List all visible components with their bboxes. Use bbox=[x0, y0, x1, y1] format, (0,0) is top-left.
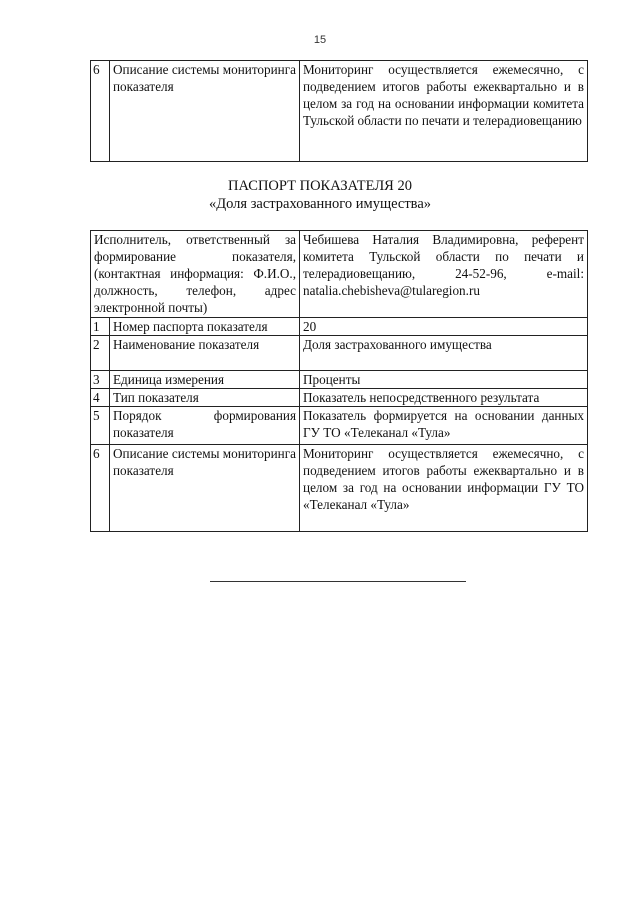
table-row-responsible bbox=[91, 231, 588, 318]
row-label: Тип показателя bbox=[110, 389, 300, 407]
row-label: Единица измерения bbox=[110, 371, 300, 389]
row-label: Описание системы мониторинга показателя bbox=[110, 445, 300, 532]
table-row bbox=[91, 371, 588, 389]
end-divider bbox=[210, 581, 466, 582]
row-value: Показатель непосредственного результата bbox=[300, 389, 588, 407]
row-value: 20 bbox=[300, 318, 588, 336]
row-value: Доля застрахованного имущества bbox=[300, 336, 588, 371]
row-label: Наименование показателя bbox=[110, 336, 300, 371]
row-value: Показатель формируется на основании данных ГУ ТО «Телеканал «Тула» bbox=[300, 407, 588, 445]
passport-subtitle: «Доля застрахованного имущества» bbox=[208, 196, 432, 212]
row-value: Мониторинг осуществляется ежемесячно, с подведением итогов работы ежеквартально и в целом за год на основании информации ГУ ТО «Телеканал «Тула» bbox=[300, 445, 588, 532]
row-label: Описание системы мониторинга показателя bbox=[110, 61, 300, 162]
table-row bbox=[91, 318, 588, 336]
row-value: Мониторинг осуществляется ежемесячно, с подведением итогов работы ежеквартально и в целом за год на основании информации комитета Тульской области по печати и телерадиовещанию bbox=[300, 61, 588, 162]
row-number: 1 bbox=[91, 318, 110, 336]
passport-heading bbox=[0, 177, 640, 213]
row-number: 5 bbox=[91, 407, 110, 445]
row-label: Порядок формирования показателя bbox=[110, 407, 300, 445]
row-number: 2 bbox=[91, 336, 110, 371]
previous-passport-table bbox=[90, 60, 588, 162]
row-number: 6 bbox=[91, 61, 110, 162]
row-value: Проценты bbox=[300, 371, 588, 389]
row-number: 4 bbox=[91, 389, 110, 407]
responsible-label: Исполнитель, ответственный за формирование показателя, (контактная информация: Ф.И.О., должность, телефон, адрес электронной почты) bbox=[91, 231, 300, 318]
row-number: 3 bbox=[91, 371, 110, 389]
passport-title: ПАСПОРТ ПОКАЗАТЕЛЯ 20 bbox=[228, 178, 412, 194]
table-row bbox=[91, 389, 588, 407]
table-row bbox=[91, 407, 588, 445]
table-row bbox=[91, 61, 588, 162]
passport-table bbox=[90, 230, 588, 532]
row-number: 6 bbox=[91, 445, 110, 532]
table-row bbox=[91, 445, 588, 532]
row-label: Номер паспорта показателя bbox=[110, 318, 300, 336]
responsible-value: Чебишева Наталия Владимировна, референт комитета Тульской области по печати и телерадиовещанию, 24-52-96, e-mail: natalia.chebisheva@tularegion.ru bbox=[300, 231, 588, 318]
page-number: 15 bbox=[313, 34, 327, 46]
table-row bbox=[91, 336, 588, 371]
